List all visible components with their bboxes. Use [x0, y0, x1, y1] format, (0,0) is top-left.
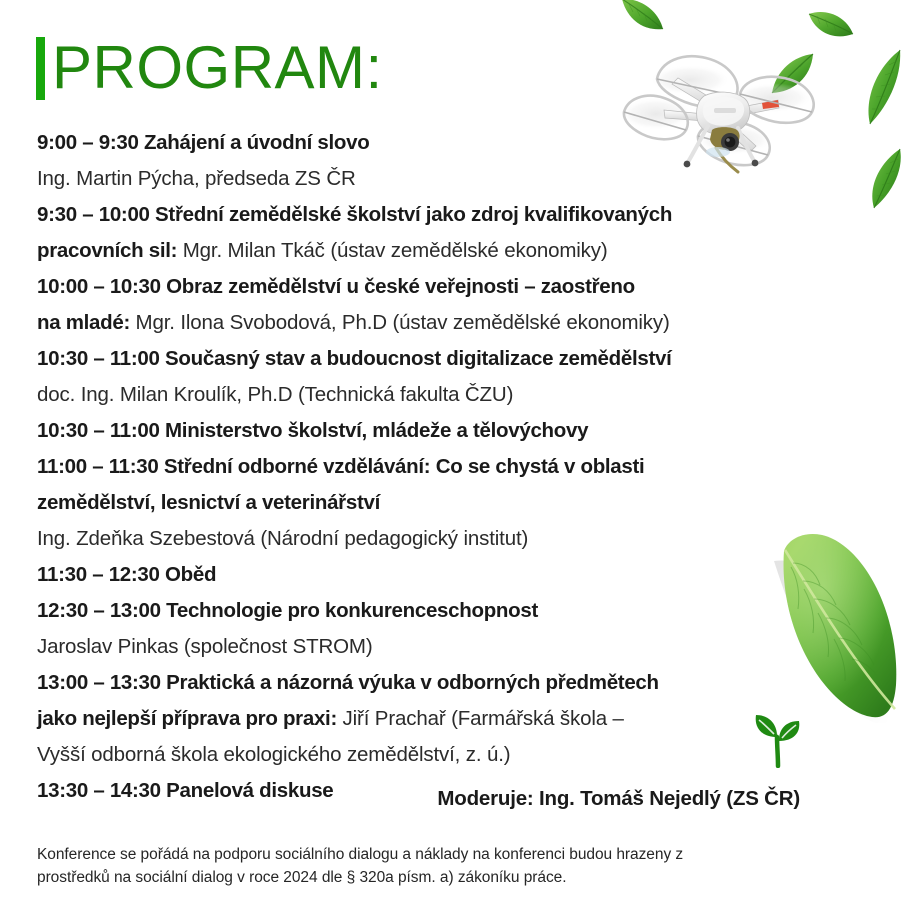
- program-row-bold: 13:30 – 14:30 Panelová diskuse: [37, 779, 334, 802]
- program-row-bold: 11:30 – 12:30 Oběd: [37, 563, 217, 586]
- program-row: [37, 233, 827, 269]
- program-row-bold: 9:30 – 10:00 Střední zemědělské školství jako zdroj kvalifikovaných: [37, 203, 673, 226]
- page-title: [36, 32, 383, 104]
- program-row-normal: Ing. Zdeňka Szebestová (Národní pedagogický institut): [37, 527, 529, 550]
- program-row-bold: zemědělství, lesnictví a veterinářství: [37, 491, 380, 514]
- title-accent-bar: [36, 37, 45, 100]
- program-row: [37, 413, 827, 449]
- program-row-bold: 12:30 – 13:00 Technologie pro konkurenceschopnost: [37, 599, 538, 622]
- program-row: [37, 269, 827, 305]
- program-row-normal: Mgr. Ilona Svobodová, Ph.D (ústav zemědělské ekonomiky): [130, 311, 670, 334]
- program-row: [37, 701, 827, 737]
- leaf-icon: [618, 0, 664, 32]
- program-row-normal: Jaroslav Pinkas (společnost STROM): [37, 635, 373, 658]
- program-row: [37, 629, 827, 665]
- program-row: [37, 737, 827, 773]
- footer-note: [37, 843, 827, 889]
- program-row: [37, 593, 827, 629]
- program-row: [37, 197, 827, 233]
- program-row: [37, 665, 827, 701]
- program-row: [37, 485, 827, 521]
- program-row: [37, 125, 827, 161]
- program-row-bold: 9:00 – 9:30 Zahájení a úvodní slovo: [37, 131, 370, 154]
- title-label: PROGRAM:: [52, 34, 383, 101]
- footer-line-1: Konference se pořádá na podporu sociálního dialogu a náklady na konferenci budou hrazeny z: [37, 846, 684, 863]
- program-row-bold: na mladé:: [37, 311, 130, 334]
- program-row-bold: 10:30 – 11:00 Současný stav a budoucnost digitalizace zemědělství: [37, 347, 672, 370]
- program-row: [37, 449, 827, 485]
- leaf-icon: [770, 52, 816, 96]
- program-row-bold: 11:00 – 11:30 Střední odborné vzdělávání: Co se chystá v oblasti: [37, 455, 645, 478]
- leaf-icon: [864, 48, 904, 126]
- program-row: [37, 305, 827, 341]
- program-row: [37, 161, 827, 197]
- program-row-bold: 10:00 – 10:30 Obraz zemědělství u české veřejnosti – zaostřeno: [37, 275, 635, 298]
- program-row: [37, 341, 827, 377]
- program-row-bold: jako nejlepší příprava pro praxi:: [37, 707, 337, 730]
- program-list: [37, 125, 827, 809]
- program-row-normal: Jiří Prachař (Farmářská škola –: [336, 707, 624, 730]
- program-row-normal: Vyšší odborná škola ekologického zemědělství, z. ú.): [37, 743, 511, 766]
- program-row-normal: Ing. Martin Pýcha, předseda ZS ČR: [37, 167, 356, 190]
- footer-line-2: prostředků na sociální dialog v roce 2024 dle § 320a písm. a) zákoníku práce.: [37, 869, 567, 886]
- program-row-bold: 10:30 – 11:00 Ministerstvo školství, mládeže a tělovýchovy: [37, 419, 589, 442]
- program-row-normal: doc. Ing. Milan Kroulík, Ph.D (Technická fakulta ČZU): [37, 383, 514, 406]
- program-row-bold: 13:00 – 13:30 Praktická a názorná výuka v odborných předmětech: [37, 671, 659, 694]
- program-row-bold: pracovních sil:: [37, 239, 178, 262]
- program-row-normal: Mgr. Milan Tkáč (ústav zemědělské ekonomiky): [177, 239, 608, 262]
- moderator-line: Moderuje: Ing. Tomáš Nejedlý (ZS ČR): [437, 787, 800, 810]
- program-row: [37, 377, 827, 413]
- leaf-icon: [866, 148, 905, 210]
- program-row: [37, 521, 827, 557]
- leaf-icon: [808, 10, 854, 42]
- program-row: [37, 557, 827, 593]
